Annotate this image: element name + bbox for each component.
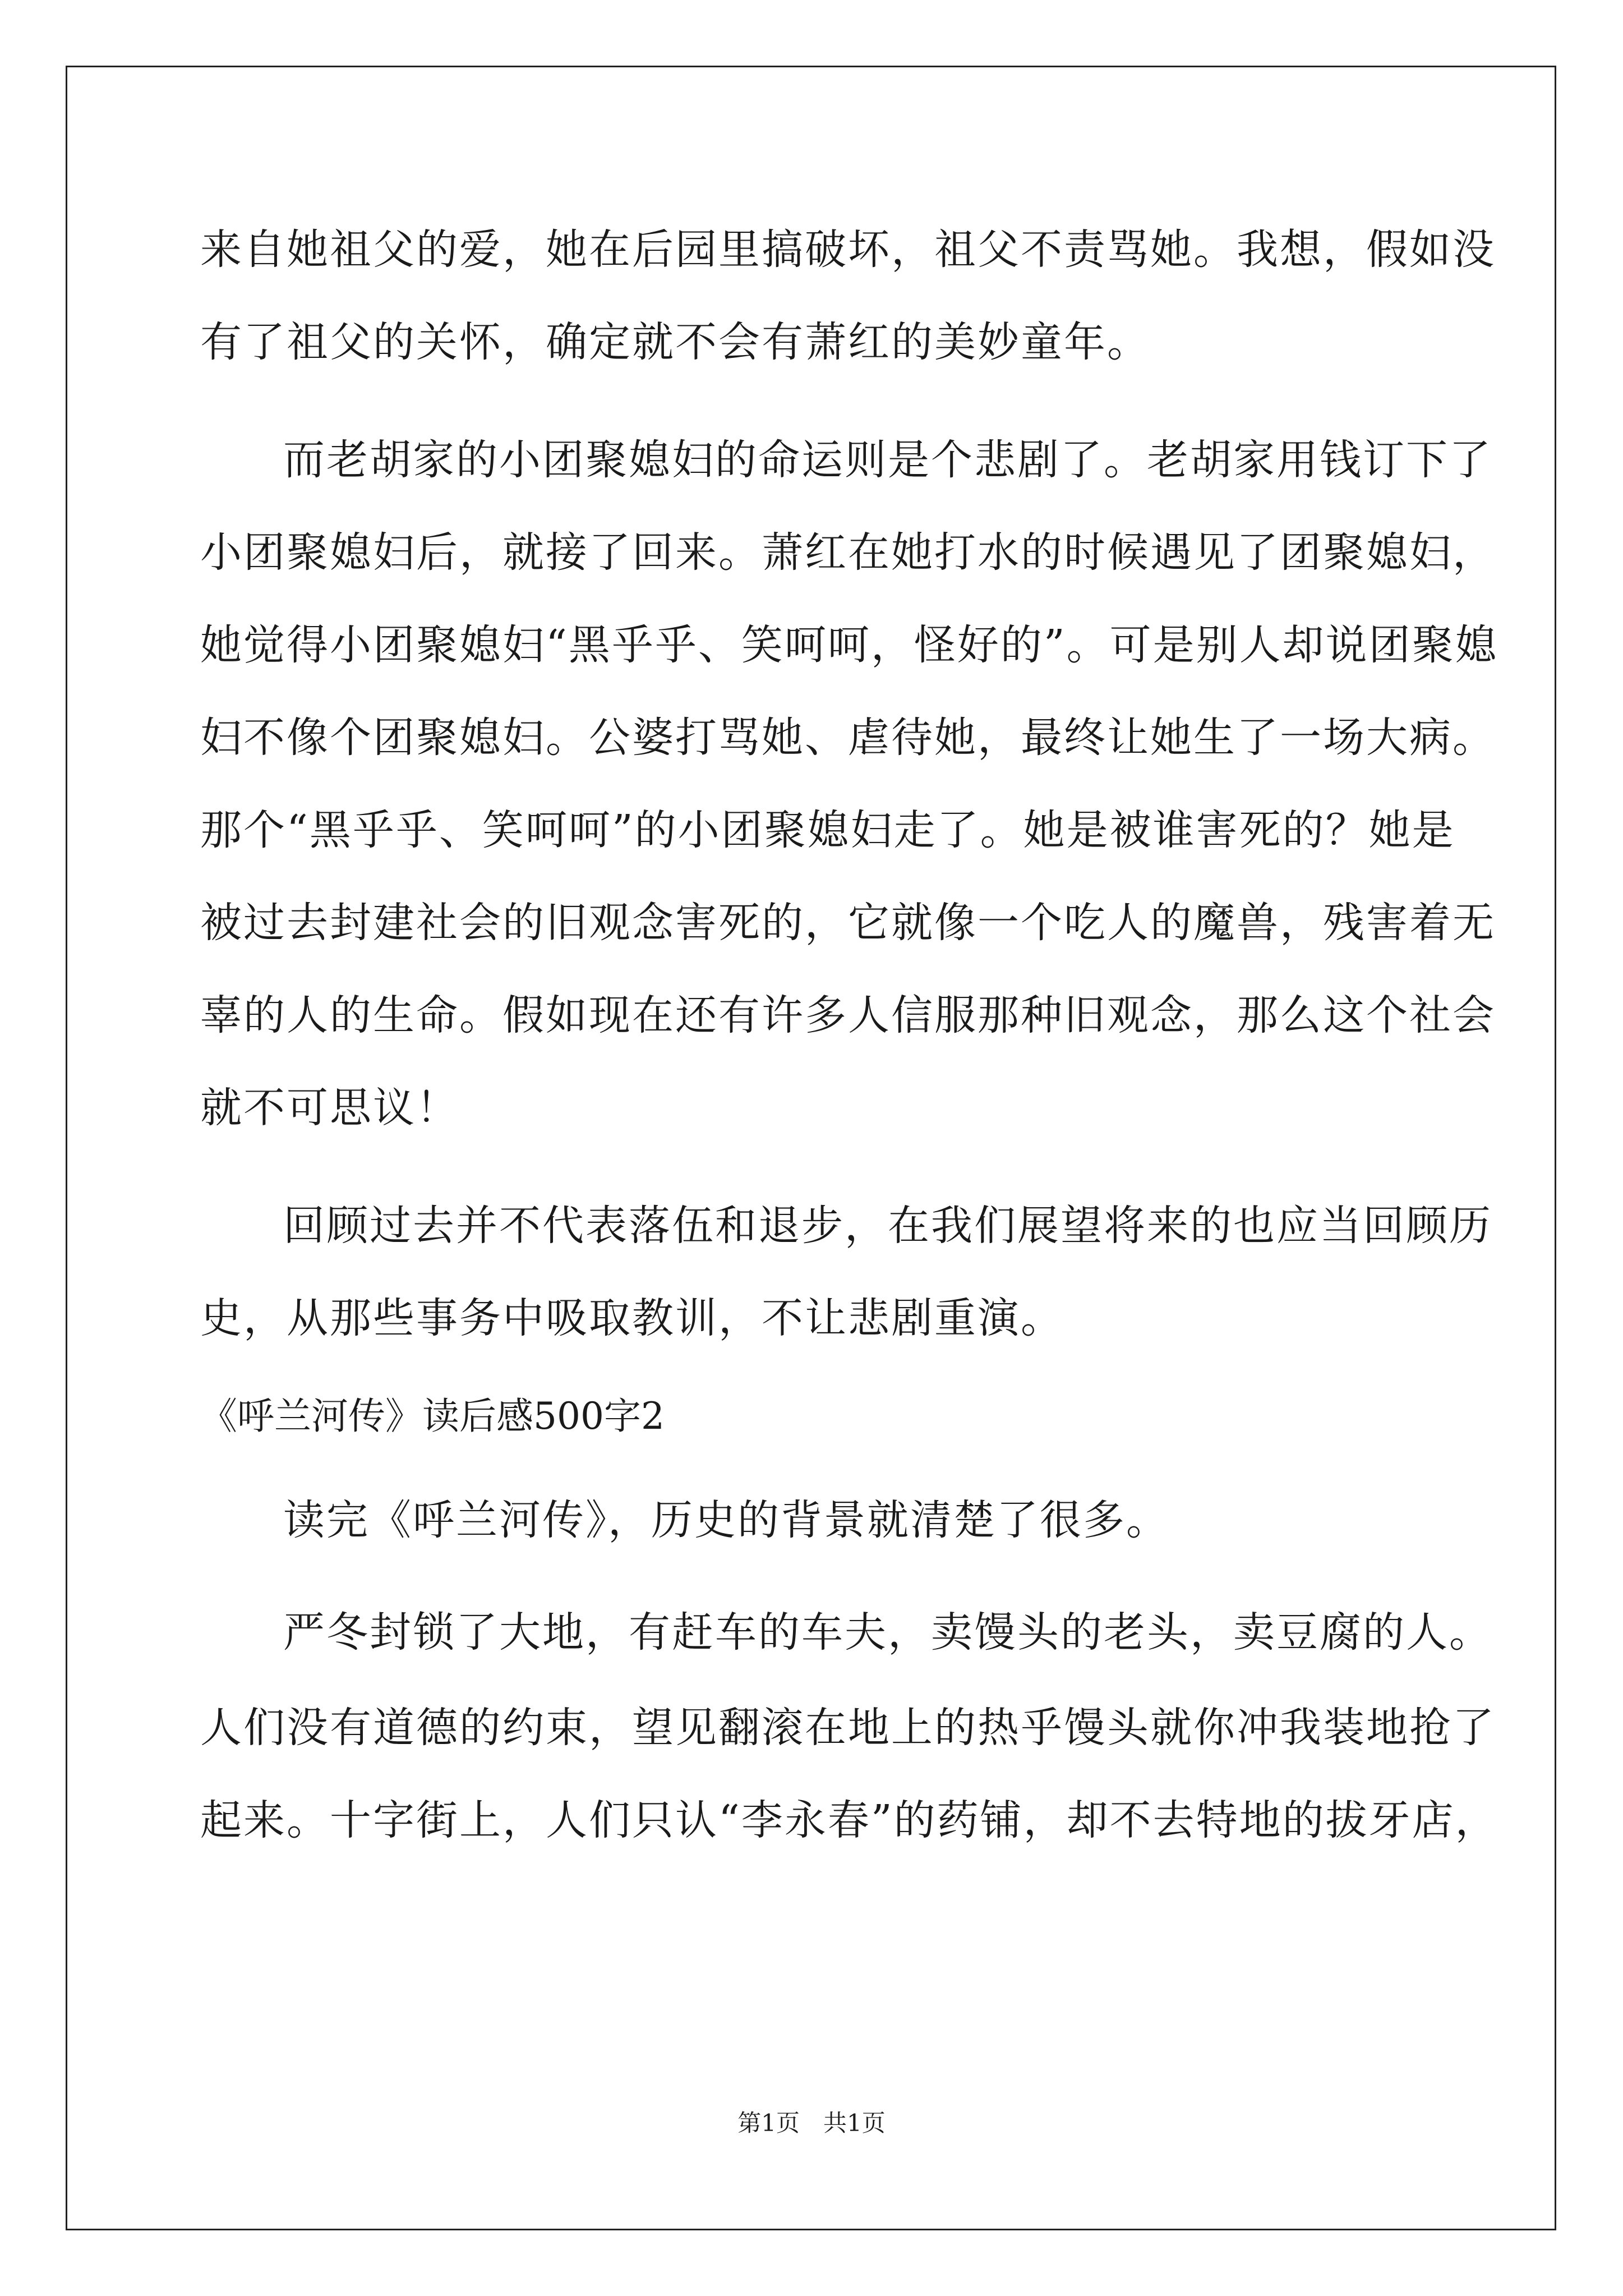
paragraph-3-line-1: 回顾过去并不代表落伍和退步，在我们展望将来的也应当回顾历 [283, 1202, 1492, 1250]
paragraph-2-line-2: 小团聚媳妇后，就接了回来。萧红在她打水的时候遇见了团聚媳妇， [200, 528, 1496, 577]
paragraph-4-line-1: 读完《呼兰河传》，历史的背景就清楚了很多。 [283, 1496, 1169, 1544]
page-border [66, 66, 1556, 2230]
page-footer: 第1页 共1页 [737, 2109, 886, 2137]
paragraph-2-line-6: 被过去封建社会的旧观念害死的，它就像一个吃人的魔兽，残害着无 [200, 899, 1496, 947]
paragraph-2-line-4: 妇不像个团聚媳妇。公婆打骂她、虐待她，最终让她生了一场大病。 [200, 714, 1496, 762]
paragraph-1-line-1: 来自她祖父的爱，她在后园里搞破坏，祖父不责骂她。我想，假如没 [200, 226, 1496, 274]
paragraph-2-line-3: 她觉得小团聚媳妇“黑乎乎、笑呵呵，怪好的”。可是别人却说团聚媳 [200, 621, 1498, 669]
paragraph-1-line-2: 有了祖父的关怀，确定就不会有萧红的美妙童年。 [200, 318, 1150, 366]
section-heading: 《呼兰河传》读后感500字2 [200, 1395, 665, 1438]
paragraph-2-line-1: 而老胡家的小团聚媳妇的命运则是个悲剧了。老胡家用钱订下了 [283, 436, 1492, 484]
paragraph-5-line-2: 人们没有道德的约束，望见翻滚在地上的热乎馒头就你冲我装地抢了 [200, 1704, 1496, 1752]
paragraph-3-line-2: 史，从那些事务中吸取教训，不让悲剧重演。 [200, 1294, 1064, 1342]
paragraph-2-line-5: 那个“黑乎乎、笑呵呵”的小团聚媳妇走了。她是被谁害死的？她是 [200, 806, 1455, 854]
paragraph-5-line-3: 起来。十字街上，人们只认“李永春”的药铺，却不去特地的拔牙店， [200, 1796, 1498, 1844]
paragraph-2-line-7: 辜的人的生命。假如现在还有许多人信服那种旧观念，那么这个社会 [200, 991, 1496, 1039]
paragraph-2-line-8: 就不可思议！ [200, 1084, 459, 1132]
paragraph-5-line-1: 严冬封锁了大地，有赶车的车夫，卖馒头的老头，卖豆腐的人。 [283, 1608, 1492, 1657]
